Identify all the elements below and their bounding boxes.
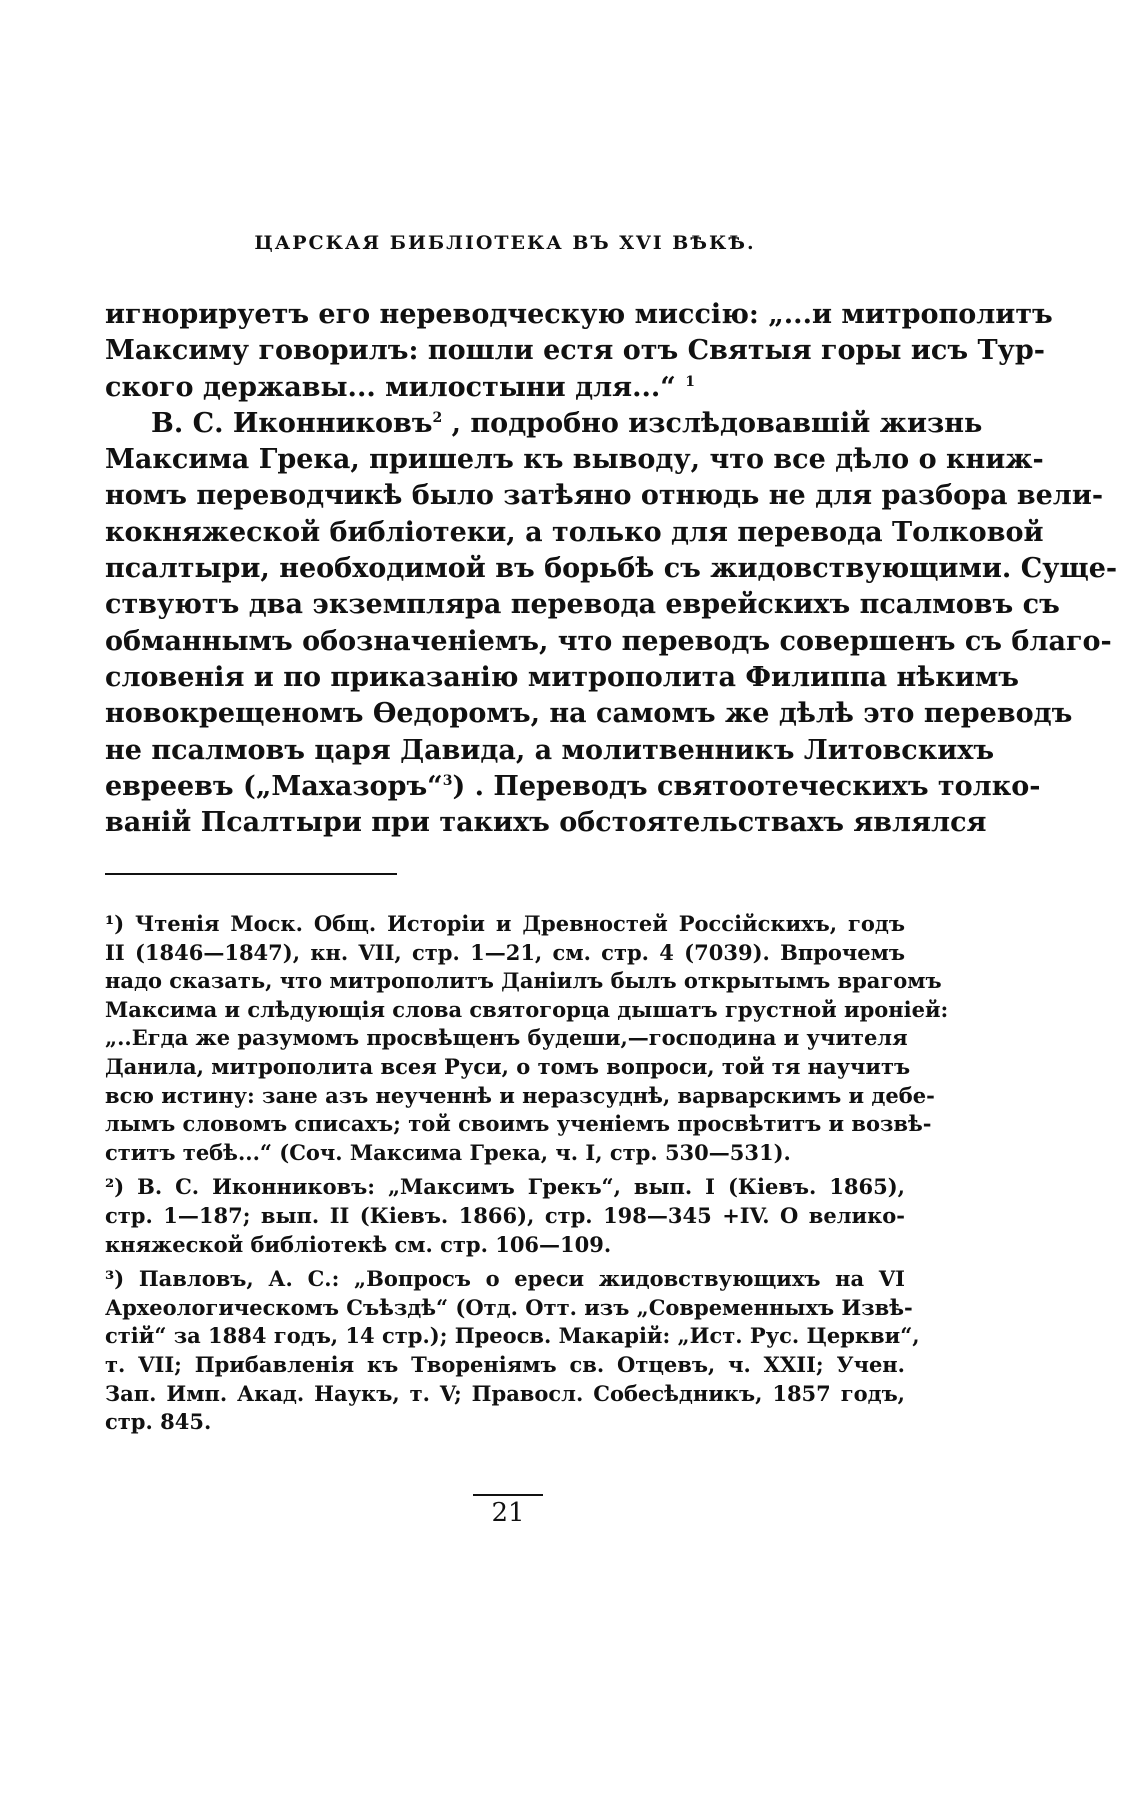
text-line-part: ) . Переводъ святоотеческихъ толко- (452, 770, 1041, 802)
note-line: ³) Павловъ, А. С.: „Вопросъ о ереси жидовствующихъ на VI (105, 1266, 905, 1292)
note-line: стр. 1—187; вып. II (Кіевъ. 1866), стр. 198—345 +IV. О велико- (105, 1202, 905, 1228)
footnote-1 (105, 910, 949, 1167)
text-line: Максима Грека, пришелъ къ выводу, что все дѣло о книж- (105, 444, 1044, 476)
text-line: новокрещеномъ Ѳедоромъ, на самомъ же дѣлѣ это переводъ (105, 698, 1073, 730)
text-line-part: В. С. Иконниковъ (151, 407, 433, 439)
note-line: стій“ за 1884 годъ, 14 стр.); Преосв. Макарій: „Ист. Рус. Церкви“, (105, 1323, 920, 1349)
text-line: обманнымъ обозначеніемъ, что переводъ совершенъ съ благо- (105, 625, 1112, 657)
note-line: всю истину: зане азъ неученнѣ и неразсуднѣ, варварскимъ и дебе- (105, 1082, 935, 1108)
note-line: стр. 845. (105, 1409, 212, 1435)
note-line: Максима и слѣдующія слова святогорца дышатъ грустной ироніей: (105, 996, 949, 1022)
text-line-part: евреевъ („Махазоръ“ (105, 770, 443, 802)
text-line-content: ского державы... милостыни для...“ (105, 371, 676, 403)
text-line-content (151, 408, 982, 439)
text-line: не псалмовъ царя Давида, а молитвенникъ Литовскихъ (105, 734, 995, 766)
footnote-2 (105, 1173, 905, 1259)
note-line: надо сказать, что митрополитъ Даніилъ былъ открытымъ врагомъ (105, 968, 942, 994)
text-line (105, 406, 983, 442)
text-line: ствуютъ два экземпляра перевода еврейскихъ псалмовъ съ (105, 589, 1060, 621)
text-line: Максиму говорилъ: пошли естя отъ Святыя горы исъ Тур- (105, 335, 1045, 367)
note-line: II (1846—1847), кн. VII, стр. 1—21, см. стр. 4 (7039). Впрочемъ (105, 939, 905, 965)
running-head: ЦАРСКАЯ БИБЛІОТЕКА ВЪ XVI ВѢКѢ. (254, 232, 756, 254)
note-line: княжеской библіотекѣ см. стр. 106—109. (105, 1231, 612, 1257)
note-line: „..Егда же разумомъ просвѣщенъ будеши,—господина и учителя (105, 1025, 908, 1051)
footnote-mark: 1 (685, 373, 695, 390)
text-line (105, 370, 905, 406)
text-line-part: , подробно изслѣдовавшій жизнь (442, 407, 983, 439)
text-line: ваній Псалтыри при такихъ обстоятельствахъ являлся (105, 807, 987, 839)
note-line: ¹) Чтенія Моск. Общ. Исторіи и Древностей Россійскихъ, годъ (105, 911, 905, 936)
page-number-rule (473, 1494, 543, 1496)
note-line: Археологическомъ Съѣздѣ“ (Отд. Отт. изъ „Современныхъ Извѣ- (105, 1294, 913, 1320)
text-line: кокняжеской библіотеки, а только для перевода Толковой (105, 516, 1044, 548)
footnote-mark: 2 (432, 409, 443, 426)
note-line: лымъ словомъ списахъ; той своимъ ученіемъ просвѣтитъ и возвѣ- (105, 1111, 932, 1137)
footnote-mark: 3 (442, 772, 453, 789)
text-line: словенія и по приказанію митрополита Филиппа нѣкимъ (105, 661, 1019, 693)
text-line: игнорируетъ его нереводческую миссію: „...и митрополитъ (105, 299, 1053, 330)
text-line: номъ переводчикѣ было затѣяно отнюдь не для разбора вели- (105, 480, 1104, 512)
note-line: ²) В. С. Иконниковъ: „Максимъ Грекъ“, вып. I (Кіевъ. 1865), (105, 1174, 905, 1200)
text-line: псалтыри, необходимой въ борьбѣ съ жидовствующими. Суще- (105, 553, 1118, 585)
footnote-separator (105, 873, 397, 875)
page-number: 21 (491, 1498, 525, 1528)
note-line: ститъ тебѣ...“ (Соч. Максима Грека, ч. I, стр. 530—531). (105, 1139, 791, 1165)
footnotes (105, 910, 949, 1443)
note-line: т. VII; Прибавленія къ Твореніямъ св. Отцевъ, ч. XXII; Учен. (105, 1351, 905, 1377)
footnote-3 (105, 1265, 920, 1437)
note-line: Данила, митрополита всея Руси, о томъ вопроси, той тя научитъ (105, 1053, 911, 1079)
main-text (105, 297, 1118, 841)
note-line: Зап. Имп. Акад. Наукъ, т. V; Правосл. Собесѣдникъ, 1857 годъ, (105, 1380, 905, 1406)
text-line (105, 769, 1041, 805)
